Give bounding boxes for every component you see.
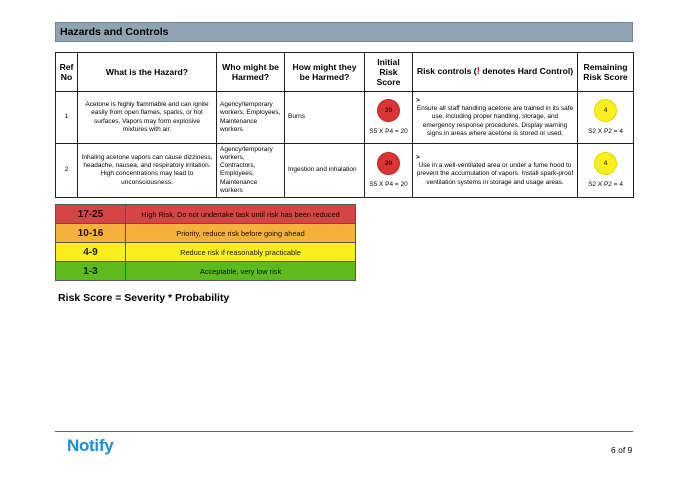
initial-score-badge: 20 — [377, 152, 400, 175]
row-how: Ingestion and inhalation — [285, 144, 365, 198]
control-arrow-icon: > — [416, 154, 420, 162]
row-remaining-score — [578, 144, 634, 198]
legend-range: 1-3 — [56, 262, 126, 281]
legend-range: 10-16 — [56, 224, 126, 243]
controls-text: Ensure all staff handling acetone are trained in its safe use, including proper handling, storage, and emergency response procedures. Display warning signs in areas where acetone is stored or used. — [416, 105, 574, 137]
header-controls-post: denotes Hard Control) — [479, 66, 574, 76]
header-who: Who might be Harmed? — [217, 53, 285, 92]
initial-score-formula: S5 X P4 = 20 — [369, 127, 408, 135]
row-who: Agency/temporary workers, Employees, Maintenance workers — [217, 92, 285, 144]
header-remaining-score: Remaining Risk Score — [578, 53, 634, 92]
header-hazard: What is the Hazard? — [78, 53, 217, 92]
notify-logo: Notify — [67, 436, 114, 455]
footer-divider — [55, 431, 633, 432]
remaining-score-badge: 4 — [594, 152, 617, 175]
header-how: How might they be Harmed? — [285, 53, 365, 92]
row-hazard: Inhaling acetone vapors can cause dizziness, headache, nausea, and respiratory irritation. High concentrations may lead to unconsciousness. — [78, 144, 217, 198]
legend-description: Reduce risk if reasonably practicable — [126, 243, 356, 262]
row-initial-score — [365, 92, 413, 144]
remaining-score-formula: S2 X P2 = 4 — [588, 180, 623, 188]
table-header-row — [56, 53, 634, 92]
header-ref: Ref No — [56, 53, 78, 92]
table-row — [56, 92, 634, 144]
initial-score-formula: S5 X P4 = 20 — [369, 180, 408, 188]
remaining-score-badge: 4 — [594, 99, 617, 122]
legend-range: 17-25 — [56, 205, 126, 224]
row-ref: 2 — [56, 144, 78, 198]
header-risk-controls — [413, 53, 578, 92]
controls-text: Use in a well-ventilated area or under a fume hood to prevent the accumulation of vapors. Install spark-proof ventilation systems in storage and usage areas. — [416, 162, 574, 186]
section-title: Hazards and Controls — [55, 22, 633, 42]
legend-description: Acceptable, very low risk — [126, 262, 356, 281]
row-who: Agency/temporary workers, Contractors, Employees, Maintenance workers — [217, 144, 285, 198]
row-how: Burns — [285, 92, 365, 144]
row-controls — [413, 144, 578, 198]
row-initial-score — [365, 144, 413, 198]
header-controls-pre: Risk controls ( — [416, 66, 477, 76]
page-number: 6 of 9 — [611, 445, 633, 455]
legend-row — [56, 243, 356, 262]
legend-row — [56, 205, 356, 224]
legend-description: High Risk, Do not undertake task until risk has been reduced — [126, 205, 356, 224]
legend-description: Priority, reduce risk before going ahead — [126, 224, 356, 243]
hard-control-icon: ! — [476, 66, 480, 77]
hazards-table — [55, 52, 634, 198]
table-row — [56, 144, 634, 198]
risk-legend — [55, 204, 356, 281]
legend-row — [56, 224, 356, 243]
row-ref: 1 — [56, 92, 78, 144]
risk-score-formula: Risk Score = Severity * Probability — [58, 292, 230, 304]
control-arrow-icon: > — [416, 97, 420, 105]
row-remaining-score — [578, 92, 634, 144]
legend-range: 4-9 — [56, 243, 126, 262]
row-hazard: Acetone is highly flammable and can ignite easily from open flames, sparks, or hot surfaces. Vapors may form explosive mixtures with air. — [78, 92, 217, 144]
remaining-score-formula: S2 X P2 = 4 — [588, 127, 623, 135]
initial-score-badge: 20 — [377, 99, 400, 122]
header-initial-score: Initial Risk Score — [365, 53, 413, 92]
row-controls — [413, 92, 578, 144]
legend-row — [56, 262, 356, 281]
